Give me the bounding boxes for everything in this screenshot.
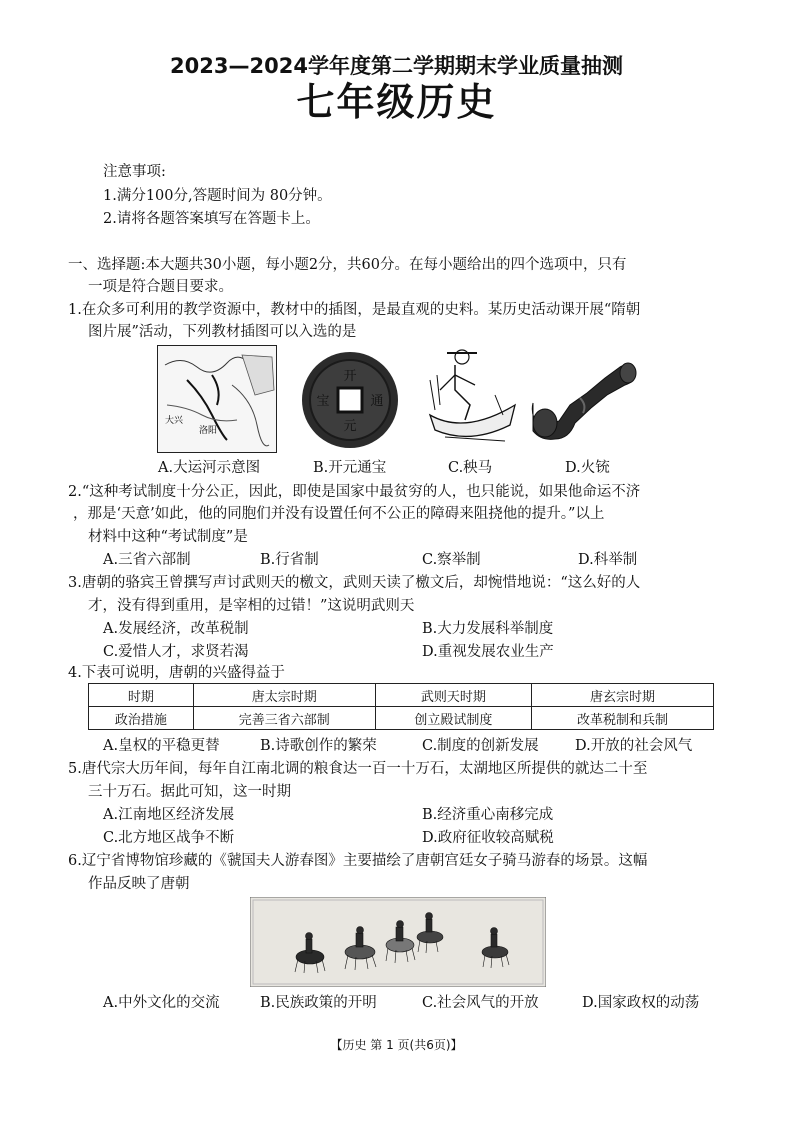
grand-canal-map-image — [157, 345, 277, 453]
exam-title: 2023—2024学年度第二学期期末学业质量抽测 — [170, 54, 623, 78]
q5-option-d: D.政府征收较高赋税 — [422, 830, 554, 846]
table-row — [89, 684, 714, 707]
q6-line-2: 作品反映了唐朝 — [88, 876, 190, 892]
q3-option-d: D.重视发展农业生产 — [422, 644, 554, 660]
q5-option-a: A.江南地区经济发展 — [103, 807, 235, 823]
q6-option-d: D.国家政权的动荡 — [582, 995, 700, 1011]
q4-option-b: B.诗歌创作的繁荣 — [260, 738, 377, 754]
q4-option-d: D.开放的社会风气 — [575, 738, 693, 754]
spring-outing-painting-image — [250, 897, 546, 987]
q2-line-3: 材料中这种“考试制度”是 — [88, 529, 248, 545]
q1-caption-b: B.开元通宝 — [313, 460, 387, 476]
q2-option-b: B.行省制 — [260, 552, 319, 568]
q4-option-a: A.皇权的平稳更替 — [103, 738, 220, 754]
q2-option-c: C.察举制 — [422, 552, 481, 568]
q1-line-1: 1.在众多可利用的教学资源中，教材中的插图，是最直观的史料。某历史活动课开展“隋朝 — [68, 302, 641, 318]
kaiyuan-coin-image — [300, 350, 400, 450]
q3-option-c: C.爱惜人才，求贤若渴 — [103, 644, 249, 660]
q1-line-2: 图片展”活动，下列教材插图可以入选的是 — [88, 324, 357, 340]
svg-text:元: 元 — [343, 419, 357, 434]
table-cell: 改革税制和兵制 — [532, 707, 714, 730]
q4-line-1: 4.下表可说明，唐朝的兴盛得益于 — [68, 665, 285, 681]
q4-table — [88, 683, 714, 730]
q3-option-a: A.发展经济，改革税制 — [103, 621, 249, 637]
q3-option-b: B.大力发展科举制度 — [422, 621, 554, 637]
table-cell: 唐太宗时期 — [193, 684, 375, 707]
notice-item-1: 1.满分100分,答题时间为 80分钟。 — [103, 188, 332, 204]
page-footer: 【历史 第 1 页(共6页)】 — [330, 1038, 463, 1052]
notice-heading: 注意事项: — [103, 164, 166, 180]
q3-line-1: 3.唐朝的骆宾王曾撰写声讨武则天的檄文，武则天读了檄文后，却惋惜地说：“这么好的人 — [68, 575, 641, 591]
q5-line-1: 5.唐代宗大历年间，每年自江南北调的粮食达一百一十万石，太湖地区所提供的就达二十至 — [68, 761, 648, 777]
q6-option-c: C.社会风气的开放 — [422, 995, 539, 1011]
section-intro-line-2: 一项是符合题目要求。 — [88, 279, 233, 295]
q6-option-b: B.民族政策的开明 — [260, 995, 377, 1011]
table-cell: 唐玄宗时期 — [532, 684, 714, 707]
notice-item-2: 2.请将各题答案填写在答题卡上。 — [103, 211, 320, 227]
q1-caption-d: D.火铳 — [565, 460, 610, 476]
table-cell: 时期 — [89, 684, 194, 707]
table-row — [89, 707, 714, 730]
q1-caption-a: A.大运河示意图 — [158, 460, 261, 476]
svg-text:开: 开 — [343, 369, 357, 384]
q2-line-1: 2.“这种考试制度十分公正，因此，即使是国家中最贫穷的人，也只能说，如果他命运不济 — [68, 484, 641, 500]
q5-option-c: C.北方地区战争不断 — [103, 830, 235, 846]
table-cell: 完善三省六部制 — [193, 707, 375, 730]
q5-option-b: B.经济重心南移完成 — [422, 807, 554, 823]
seedling-horse-image — [425, 345, 520, 453]
table-cell: 武则天时期 — [375, 684, 531, 707]
subject-title: 七年级历史 — [296, 80, 497, 124]
q3-line-2: 才，没有得到重用，是宰相的过错！”这说明武则天 — [88, 598, 415, 614]
q6-option-a: A.中外文化的交流 — [103, 995, 220, 1011]
svg-text:宝: 宝 — [316, 394, 330, 409]
q2-option-a: A.三省六部制 — [103, 552, 191, 568]
q1-caption-c: C.秧马 — [448, 460, 493, 476]
q2-option-d: D.科举制 — [578, 552, 638, 568]
q4-option-c: C.制度的创新发展 — [422, 738, 539, 754]
map-label-daxing: 大兴 — [165, 416, 184, 426]
q6-line-1: 6.辽宁省博物馆珍藏的《虢国夫人游春图》主要描绘了唐朝宫廷女子骑马游春的场景。这幅 — [68, 853, 648, 869]
table-cell: 创立殿试制度 — [375, 707, 531, 730]
fire-gun-image — [525, 353, 640, 445]
map-label-luoyang: 洛阳 — [199, 426, 218, 436]
svg-text:通: 通 — [370, 394, 384, 409]
section-intro-line-1: 一、选择题:本大题共30小题，每小题2分，共60分。在每小题给出的四个选项中，只有 — [68, 257, 627, 273]
q5-line-2: 三十万石。据此可知，这一时期 — [88, 784, 291, 800]
table-cell: 政治措施 — [89, 707, 194, 730]
q2-line-2: ，那是‘天意’如此，他的同胞们并没有设置任何不公正的障碍来阻挠他的提升。”以上 — [73, 506, 605, 522]
